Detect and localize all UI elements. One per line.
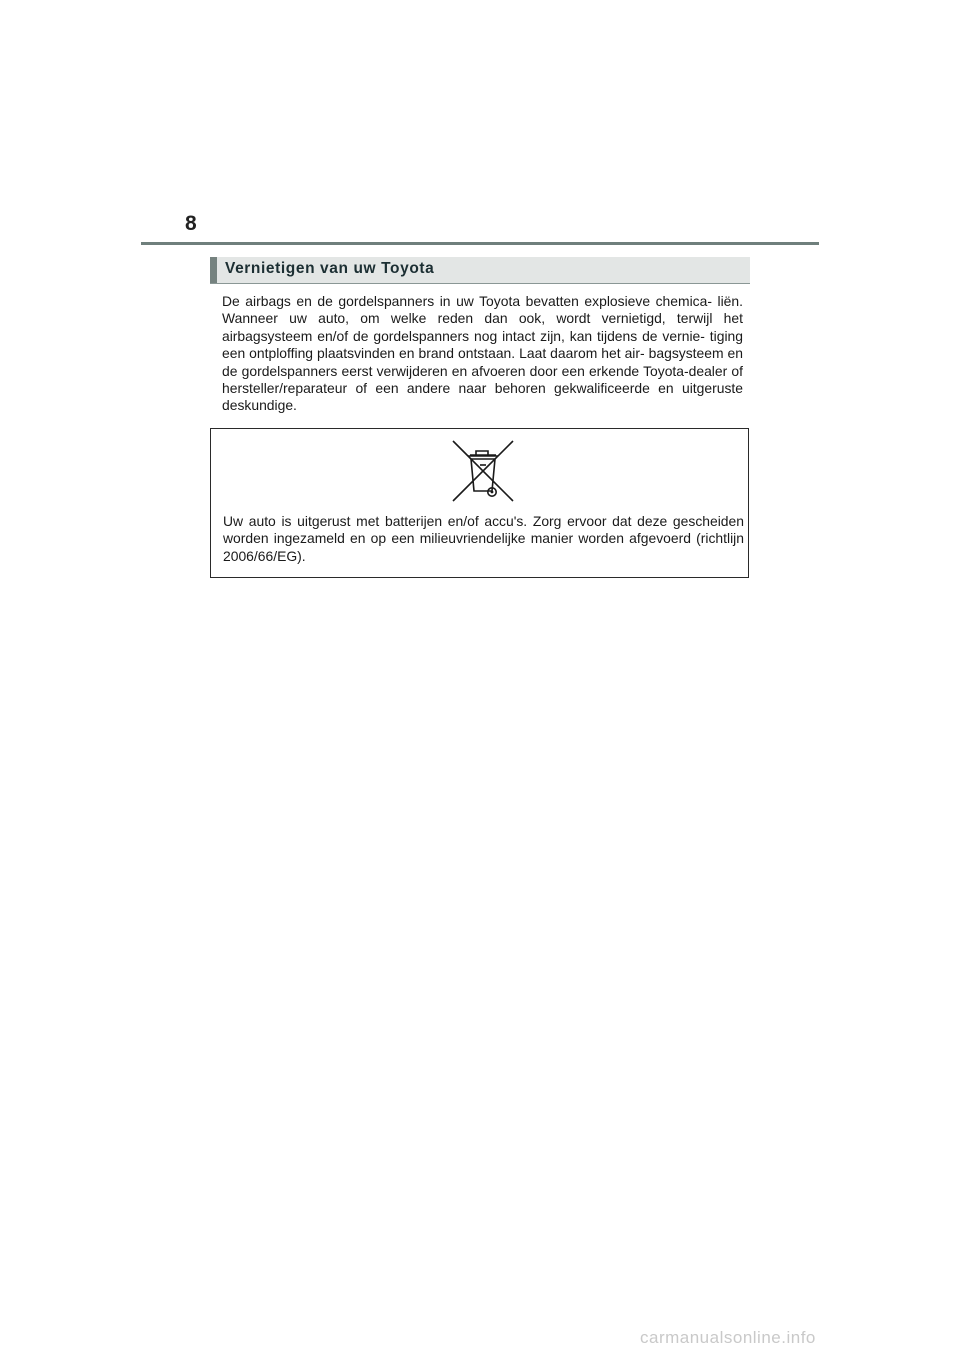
section-header-accent-bar [210,257,217,283]
footer-watermark[interactable]: carmanualsonline.info [640,1328,816,1347]
battery-notice-box [210,428,749,578]
section-title: Vernietigen van uw Toyota [225,260,435,277]
battery-notice-text: Uw auto is uitgerust met batterijen en/of accu's. Zorg ervoor dat deze gescheiden worden ingezameld en op een milieuvriendelijke manier worden afgevoerd (richtlijn 2006/66/EG). [223,513,744,564]
crossed-out-wheelie-bin-icon [450,439,516,503]
top-rule [141,242,819,245]
page-number: 8 [185,212,197,235]
section-header [210,257,750,284]
body-paragraph: De airbags en de gordelspanners in uw Toyota bevatten explosieve chemica- liën. Wanneer uw auto, om welke reden dan ook, wordt vernietigd, terwijl het airbagsysteem en/of de gordelspanners nog intact zijn, kan tijdens de vernie- tiging een ontploffing plaatsvinden en brand ontstaan. Laat daarom het air- bagsysteem en de gordelspanners eerst verwijderen en afvoeren door een erkende Toyota-dealer of hersteller/reparateur of een andere naar behoren gekwalificeerde en uitgeruste deskundige. [222,293,743,414]
